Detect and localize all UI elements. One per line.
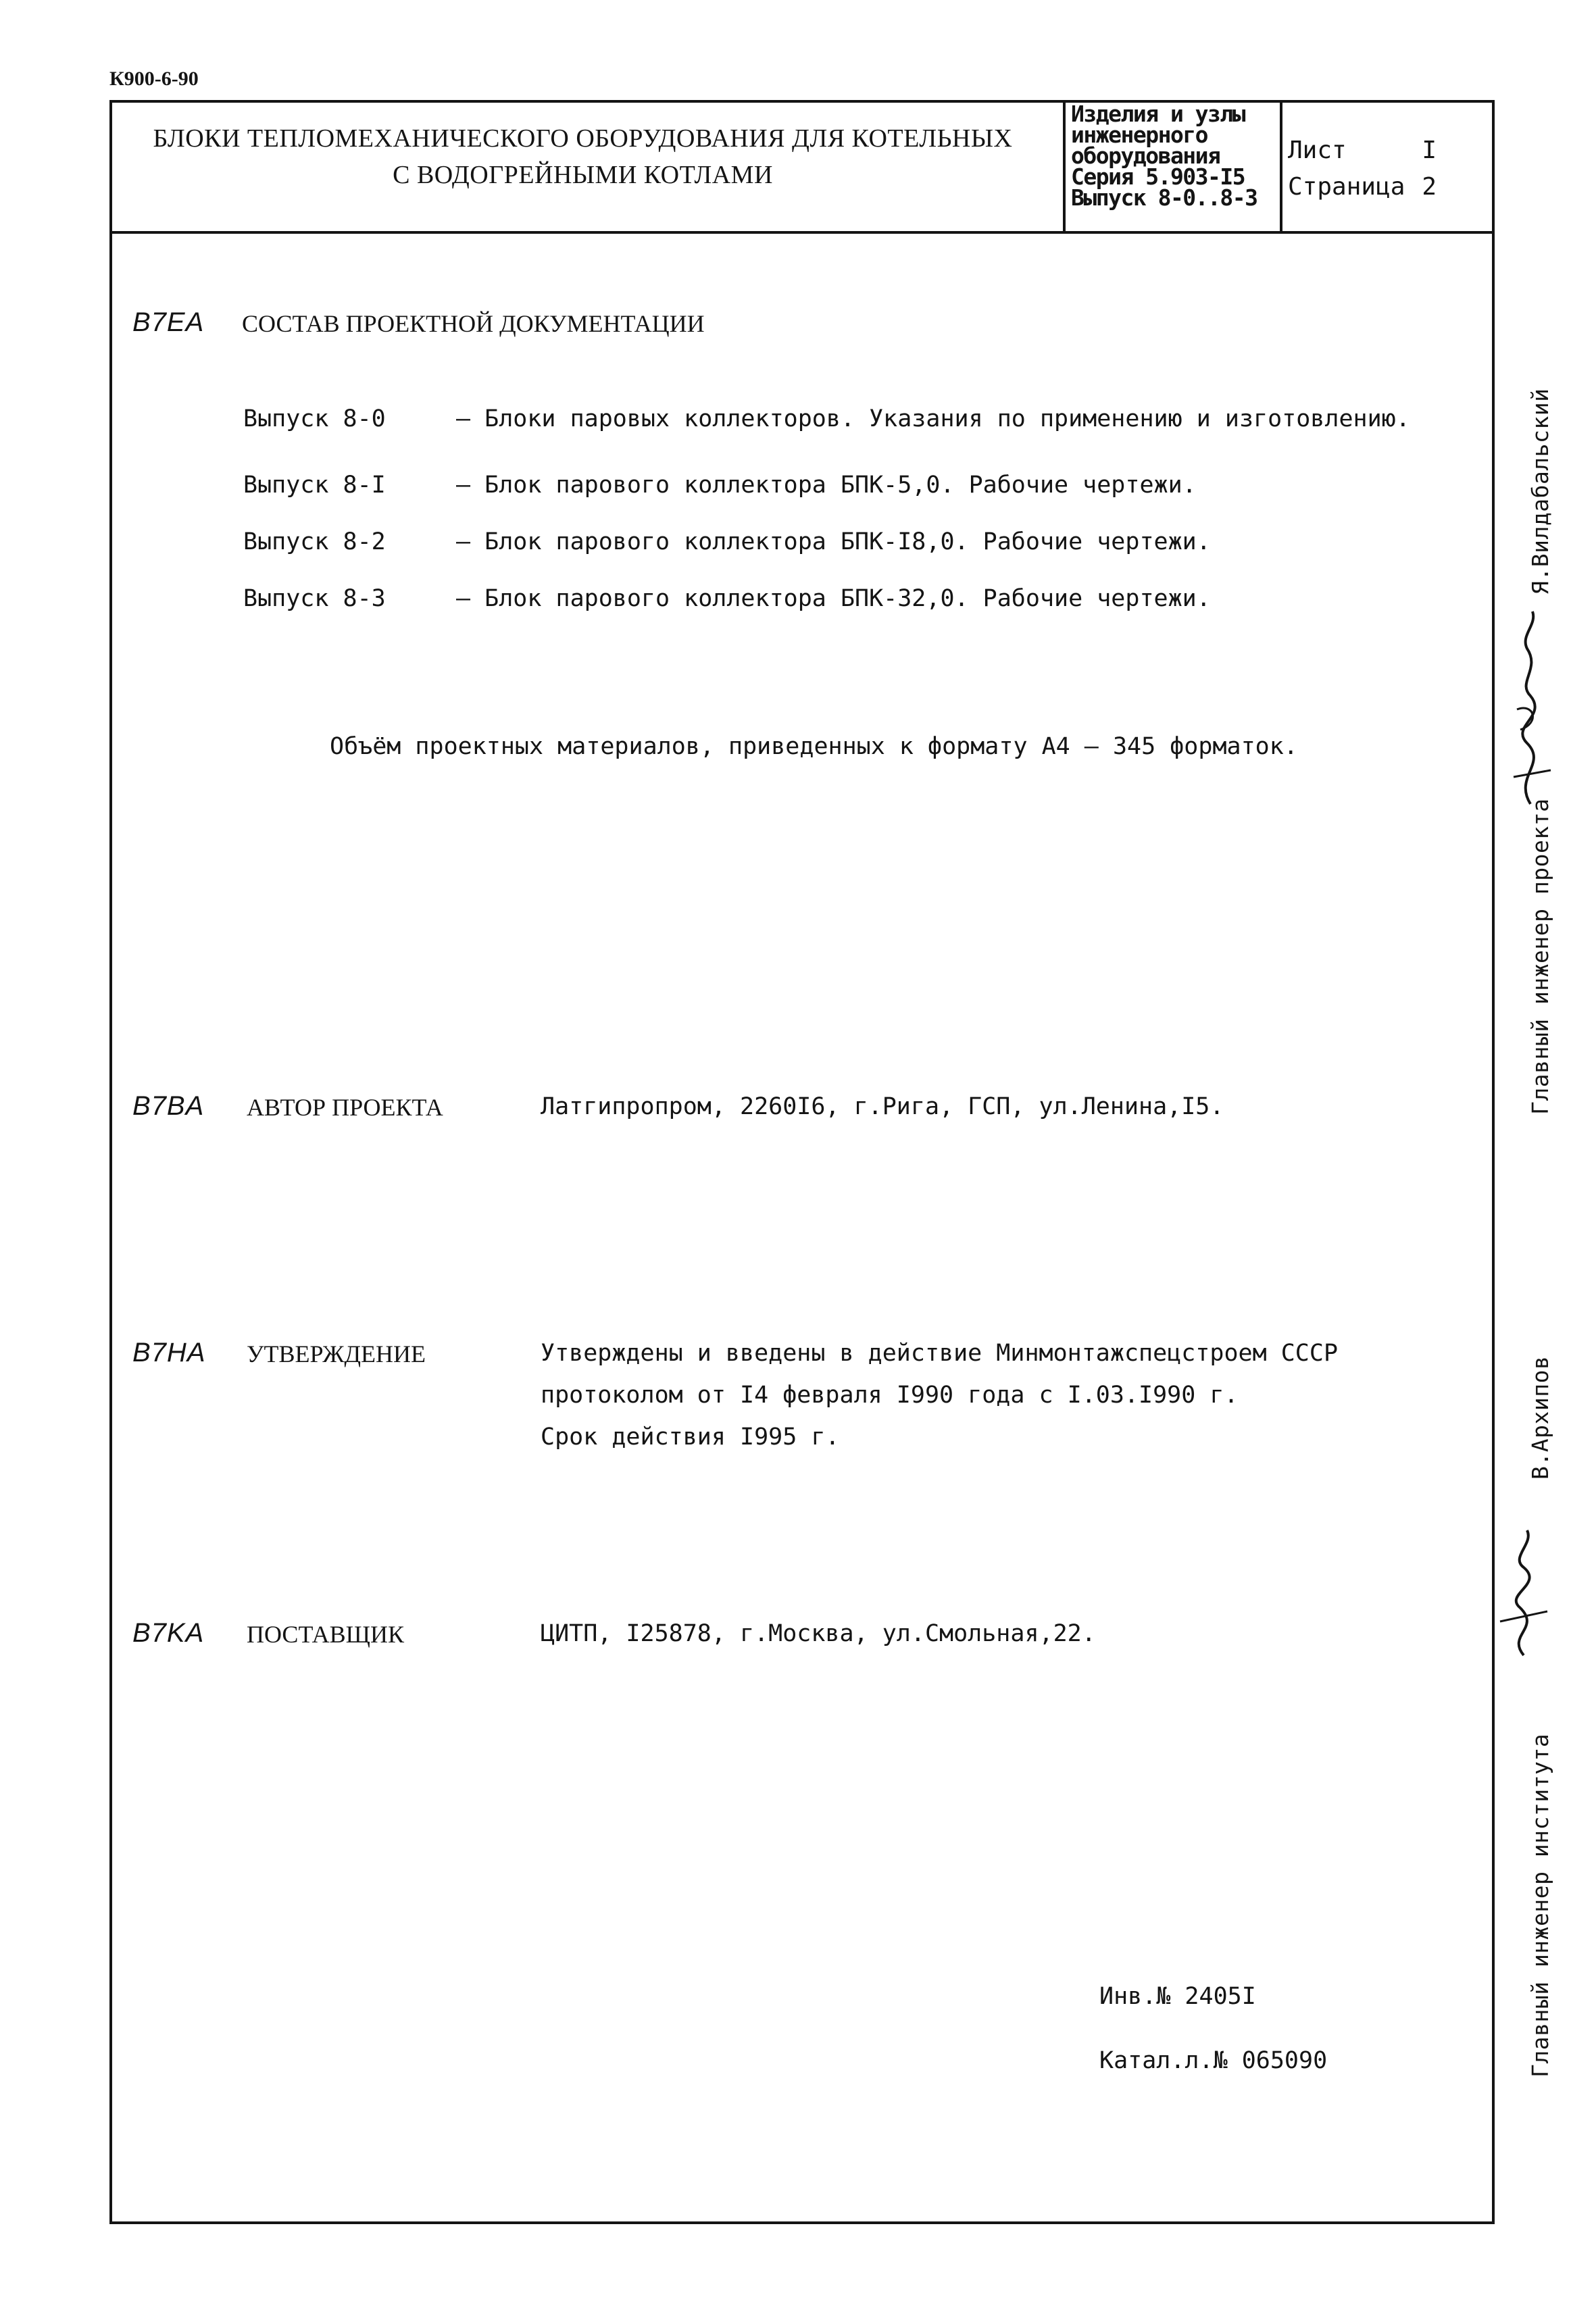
volume-note: Объём проектных материалов, приведенных к формату А4 – 345 форматок. [330,733,1298,760]
author-text: Латгипропром, 2260I6, г.Рига, ГСП, ул.Ленина,I5. [541,1093,1224,1120]
page-label: Страница [1288,173,1405,201]
approval-label: УТВЕРЖДЕНИЕ [247,1340,426,1367]
issue-item [243,472,1197,499]
sheet-label: Лист [1288,136,1347,164]
issue-text: – Блок парового коллектора БПК-32,0. Рабочие чертежи. [456,585,1211,612]
approval-code: B7HA [132,1338,206,1367]
chief-project-engineer-label: Главный инженер проекта [1527,798,1553,1115]
composition-heading: СОСТАВ ПРОЕКТНОЙ ДОКУМЕНТАЦИИ [242,310,705,337]
chief-institute-engineer-name: В.Архипов [1527,1355,1553,1480]
issue-number: Выпуск 8-0 [243,405,386,432]
issue-number: Выпуск 8-I [243,472,386,499]
supplier-code: B7KA [132,1618,205,1648]
series-line-1: Изделия и узлы [1071,101,1245,127]
page-row [1288,169,1437,205]
composition-code: B7EA [132,307,205,337]
catalog-number: Катал.л.№ 065090 [1099,2047,1328,2074]
chief-project-engineer-name: Я.Вилдабальский [1527,388,1553,595]
series-line-2: инженерного [1071,122,1208,148]
issue-text: – Блок парового коллектора БПК-5,0. Рабочие чертежи. [456,472,1197,499]
supplier-text: ЦИТП, I25878, г.Москва, ул.Смольная,22. [541,1620,1096,1647]
document-title [115,120,1051,193]
approval-line-2: протоколом от I4 февраля I990 года с I.03.I990 г. [541,1382,1239,1409]
issue-item [243,405,1410,432]
issue-item [243,528,1211,555]
issue-text: – Блок парового коллектора БПК-I8,0. Рабочие чертежи. [456,528,1211,555]
approval-line-3: Срок действия I995 г. [541,1424,840,1451]
title-block-divider-1 [1063,100,1066,234]
issue-item [243,585,1211,612]
title-block-divider-2 [1280,100,1282,234]
signature-institute-engineer [1487,1527,1561,1662]
series-line-3: оборудования [1071,143,1220,169]
document-code: К900-6-90 [109,68,199,90]
chief-institute-engineer-label: Главный инженер института [1527,1733,1553,2078]
issue-text: – Блоки паровых коллекторов. Указания по применению и изготовлению. [456,405,1410,432]
page-value: 2 [1422,173,1437,201]
inventory-number: Инв.№ 2405I [1099,1983,1256,2010]
supplier-label: ПОСТАВЩИК [247,1621,404,1648]
sheet-info [1288,132,1437,205]
title-line-1: БЛОКИ ТЕПЛОМЕХАНИЧЕСКОГО ОБОРУДОВАНИЯ ДЛЯ КОТЕЛЬНЫХ [153,124,1013,153]
series-line-4: Серия 5.903-I5 [1071,164,1245,190]
sheet-row [1288,132,1437,169]
author-label: АВТОР ПРОЕКТА [247,1094,443,1121]
sheet-value: I [1422,136,1437,164]
issue-number: Выпуск 8-3 [243,585,386,612]
issue-number: Выпуск 8-2 [243,528,386,555]
approval-line-1: Утверждены и введены в действие Минмонтажспецстроем СССР [541,1340,1339,1367]
series-line-5: Выпуск 8-0..8-3 [1071,184,1257,211]
series-info [1071,101,1274,211]
author-code: B7BA [132,1091,205,1121]
title-line-2: С ВОДОГРЕЙНЫМИ КОТЛАМИ [393,161,773,189]
signature-project-engineer [1500,608,1561,811]
